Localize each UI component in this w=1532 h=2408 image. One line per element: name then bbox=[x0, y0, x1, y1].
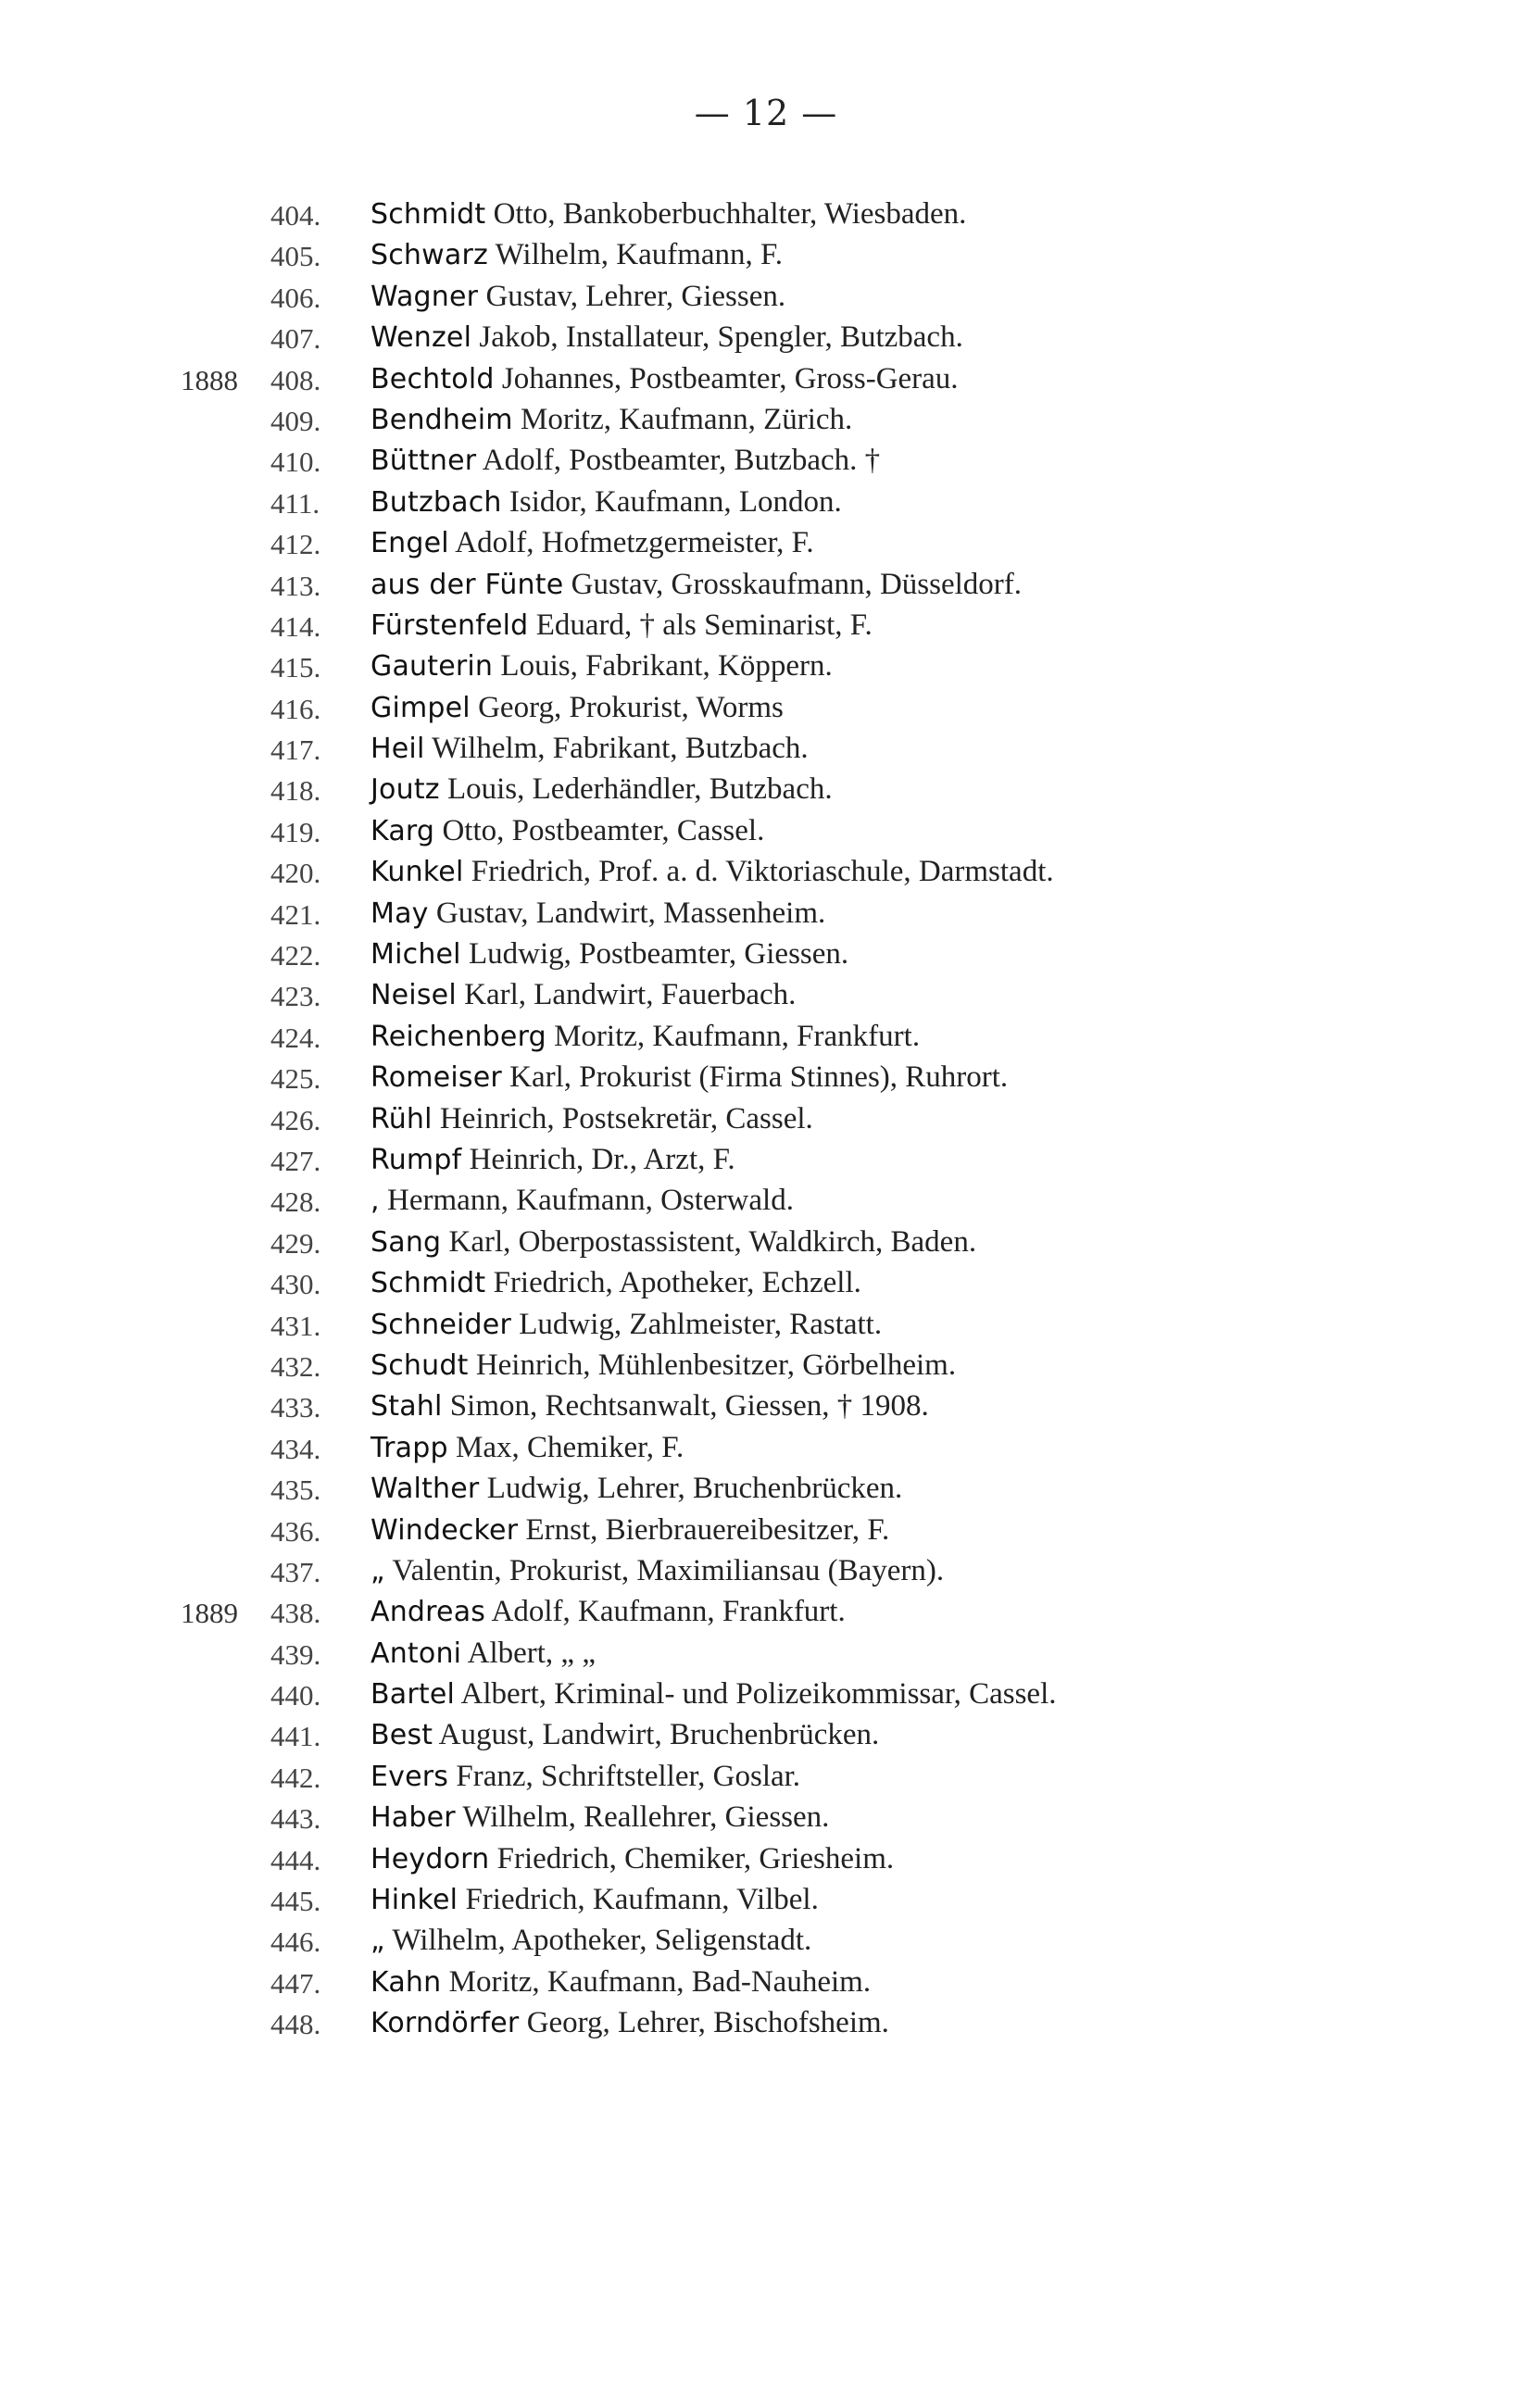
entry-surname: Romeiser bbox=[370, 1061, 502, 1095]
list-item bbox=[0, 320, 1532, 361]
entry-surname: Haber bbox=[370, 1801, 456, 1835]
entry-number: 445. bbox=[270, 1885, 321, 1918]
entry-details: Karl, Prokurist (Firma Stinnes), Ruhrort. bbox=[501, 1060, 1009, 1095]
entry-text bbox=[370, 1225, 976, 1260]
entry-number: 422. bbox=[270, 939, 321, 972]
entry-surname: Trapp bbox=[370, 1431, 448, 1464]
entry-details: Franz, Schriftsteller, Goslar. bbox=[448, 1759, 801, 1793]
list-item bbox=[0, 362, 1532, 403]
entry-details: Wilhelm, Reallehrer, Giessen. bbox=[455, 1800, 830, 1835]
list-item bbox=[0, 444, 1532, 484]
entry-text bbox=[370, 320, 963, 355]
entry-number: 443. bbox=[270, 1802, 321, 1836]
entry-number: 442. bbox=[270, 1761, 321, 1794]
entry-number: 408. bbox=[270, 363, 321, 396]
list-item bbox=[0, 1965, 1532, 2006]
entry-text bbox=[370, 444, 880, 478]
entry-text bbox=[370, 1883, 819, 1917]
entry-number: 419. bbox=[270, 815, 321, 848]
list-item bbox=[0, 1184, 1532, 1224]
list-item bbox=[0, 1389, 1532, 1430]
entry-surname: Fürstenfeld bbox=[370, 608, 529, 642]
entry-number: 414. bbox=[270, 609, 321, 643]
entry-details: Ludwig, Zahlmeister, Rastatt. bbox=[511, 1307, 883, 1341]
list-item bbox=[0, 238, 1532, 279]
entry-details: Max, Chemiker, F. bbox=[447, 1430, 684, 1464]
list-item bbox=[0, 1308, 1532, 1348]
entry-surname: Evers bbox=[370, 1760, 449, 1793]
entry-surname: Gauterin bbox=[370, 650, 494, 684]
entry-number: 407. bbox=[270, 322, 321, 356]
entry-surname: Reichenberg bbox=[370, 1020, 546, 1053]
entry-surname: Butzbach bbox=[370, 485, 502, 519]
entry-text bbox=[370, 1677, 1057, 1712]
entry-details: Heinrich, Postsekretär, Cassel. bbox=[432, 1101, 813, 1135]
entry-details: Gustav, Grosskaufmann, Düsseldorf. bbox=[563, 567, 1023, 601]
entry-text bbox=[370, 1842, 894, 1876]
entry-text bbox=[370, 1060, 1008, 1095]
entry-number: 446. bbox=[270, 1925, 321, 1959]
entry-surname: Sang bbox=[370, 1225, 442, 1259]
entry-number: 444. bbox=[270, 1843, 321, 1876]
entry-surname: Michel bbox=[370, 938, 461, 972]
entry-number: 411. bbox=[270, 486, 320, 520]
list-item bbox=[0, 608, 1532, 649]
entry-details: Louis, Lederhändler, Butzbach. bbox=[439, 772, 833, 807]
list-item bbox=[0, 1800, 1532, 1841]
list-item bbox=[0, 772, 1532, 813]
entry-details: Adolf, Kaufmann, Frankfurt. bbox=[485, 1595, 846, 1629]
entry-surname: Schudt bbox=[370, 1348, 469, 1382]
entry-details: Friedrich, Kaufmann, Vilbel. bbox=[458, 1883, 819, 1917]
entry-text bbox=[370, 1184, 794, 1218]
entry-surname: Walther bbox=[370, 1473, 480, 1506]
list-item bbox=[0, 568, 1532, 608]
list-item bbox=[0, 2006, 1532, 2047]
entry-text bbox=[370, 1020, 920, 1054]
list-item bbox=[0, 1677, 1532, 1718]
list-item bbox=[0, 1020, 1532, 1060]
list-item bbox=[0, 1431, 1532, 1472]
entry-details: Hermann, Kaufmann, Osterwald. bbox=[379, 1184, 794, 1218]
entry-text bbox=[370, 485, 842, 520]
entry-number: 409. bbox=[270, 404, 321, 437]
entry-details: Otto, Postbeamter, Cassel. bbox=[434, 813, 765, 847]
entry-text bbox=[370, 649, 833, 684]
list-item bbox=[0, 814, 1532, 855]
entry-text bbox=[370, 2006, 889, 2040]
entry-number: 418. bbox=[270, 774, 321, 808]
list-item bbox=[0, 855, 1532, 896]
entry-year: 1888 bbox=[181, 363, 238, 396]
entry-surname: Schwarz bbox=[370, 239, 488, 272]
list-item bbox=[0, 1143, 1532, 1184]
entry-surname: Neisel bbox=[370, 979, 457, 1012]
entry-text bbox=[370, 1348, 956, 1383]
entry-surname: Wagner bbox=[370, 280, 479, 313]
list-item bbox=[0, 1225, 1532, 1266]
entry-text bbox=[370, 1513, 889, 1548]
entry-surname: Schmidt bbox=[370, 1267, 486, 1300]
entry-text bbox=[370, 814, 764, 848]
entry-surname: Karg bbox=[370, 814, 435, 847]
entry-details: August, Landwirt, Bruchenbrücken. bbox=[433, 1718, 880, 1752]
entry-details: Ernst, Bierbrauereibesitzer, F. bbox=[518, 1512, 890, 1547]
entry-number: 430. bbox=[270, 1268, 321, 1301]
entry-surname: Bechtold bbox=[370, 362, 495, 395]
entry-details: Adolf, Postbeamter, Butzbach. † bbox=[476, 444, 881, 478]
entry-details: Louis, Fabrikant, Köppern. bbox=[493, 649, 833, 684]
list-item bbox=[0, 937, 1532, 978]
entry-number: 417. bbox=[270, 734, 321, 767]
entry-details: Friedrich, Chemiker, Griesheim. bbox=[489, 1841, 895, 1875]
entry-number: 412. bbox=[270, 528, 321, 561]
entry-details: Jakob, Installateur, Spengler, Butzbach. bbox=[471, 320, 963, 355]
entry-text bbox=[370, 1760, 800, 1794]
entry-surname: Antoni bbox=[370, 1637, 462, 1670]
entry-text bbox=[370, 1800, 829, 1835]
entry-text bbox=[370, 280, 785, 314]
page-number: — 12 — bbox=[694, 93, 838, 133]
list-item bbox=[0, 197, 1532, 238]
entry-number: 427. bbox=[270, 1144, 321, 1177]
entry-surname: , bbox=[370, 1185, 380, 1218]
list-item bbox=[0, 1060, 1532, 1101]
entry-text bbox=[370, 691, 784, 725]
entry-number: 434. bbox=[270, 1432, 321, 1465]
entry-number: 404. bbox=[270, 199, 321, 232]
entry-number: 410. bbox=[270, 445, 321, 479]
entry-text bbox=[370, 1595, 846, 1629]
entry-number: 431. bbox=[270, 1309, 321, 1342]
entry-number: 424. bbox=[270, 1021, 321, 1054]
entry-surname: Rühl bbox=[370, 1102, 433, 1135]
list-item bbox=[0, 1472, 1532, 1512]
entry-details: Simon, Rechtsanwalt, Giessen, † 1908. bbox=[442, 1389, 929, 1423]
entry-number: 416. bbox=[270, 692, 321, 725]
entry-details: Friedrich, Prof. a. d. Viktoriaschule, Darmstadt. bbox=[463, 855, 1054, 889]
entry-surname: Windecker bbox=[370, 1513, 519, 1547]
entry-details: Heinrich, Dr., Arzt, F. bbox=[461, 1142, 735, 1176]
entry-surname: Kunkel bbox=[370, 856, 464, 889]
entry-text bbox=[370, 897, 825, 931]
entry-surname: Bartel bbox=[370, 1678, 456, 1712]
entry-surname: Rumpf bbox=[370, 1143, 462, 1176]
entry-text bbox=[370, 238, 783, 272]
entry-details: Gustav, Landwirt, Massenheim. bbox=[428, 896, 826, 930]
entry-number: 435. bbox=[270, 1474, 321, 1507]
entry-text bbox=[370, 608, 873, 643]
entry-details: Wilhelm, Kaufmann, F. bbox=[487, 238, 783, 272]
entry-details: Eduard, † als Seminarist, F. bbox=[528, 608, 873, 642]
entry-surname: Stahl bbox=[370, 1390, 443, 1423]
entry-text bbox=[370, 1637, 596, 1671]
list-item bbox=[0, 649, 1532, 690]
entry-details: Isidor, Kaufmann, London. bbox=[501, 484, 842, 519]
entry-surname: Best bbox=[370, 1719, 433, 1752]
entry-details: Valentin, Prokurist, Maximiliansau (Bayern). bbox=[384, 1553, 945, 1587]
entry-surname: May bbox=[370, 897, 429, 930]
entry-text bbox=[370, 1965, 871, 2000]
entry-text bbox=[370, 772, 833, 807]
entry-number: 436. bbox=[270, 1514, 321, 1548]
list-item bbox=[0, 1760, 1532, 1800]
entry-text bbox=[370, 937, 848, 972]
entry-details: Otto, Bankoberbuchhalter, Wiesbaden. bbox=[485, 197, 967, 231]
entry-details: Moritz, Kaufmann, Frankfurt. bbox=[546, 1019, 921, 1053]
entry-text bbox=[370, 362, 959, 396]
entry-text bbox=[370, 1924, 811, 1958]
entry-text bbox=[370, 1143, 735, 1177]
list-item bbox=[0, 485, 1532, 526]
entry-text bbox=[370, 978, 796, 1012]
entry-details: Albert, „ „ bbox=[461, 1636, 596, 1670]
entry-text bbox=[370, 403, 852, 437]
entry-text bbox=[370, 732, 809, 766]
list-item bbox=[0, 1718, 1532, 1759]
entry-text bbox=[370, 1308, 882, 1342]
entry-surname: Wenzel bbox=[370, 321, 472, 355]
entry-number: 413. bbox=[270, 569, 321, 602]
entry-surname: Andreas bbox=[370, 1596, 486, 1629]
entry-surname: Korndörfer bbox=[370, 2007, 520, 2040]
entry-number: 439. bbox=[270, 1637, 321, 1671]
entry-text bbox=[370, 1266, 861, 1300]
entry-surname: Schmidt bbox=[370, 198, 486, 231]
list-item bbox=[0, 1637, 1532, 1677]
list-item bbox=[0, 1348, 1532, 1389]
entry-number: 437. bbox=[270, 1555, 321, 1588]
entry-text bbox=[370, 568, 1022, 602]
entry-surname: Joutz bbox=[370, 773, 440, 807]
entry-number: 441. bbox=[270, 1720, 321, 1753]
entry-number: 421. bbox=[270, 897, 321, 931]
list-item bbox=[0, 526, 1532, 567]
entry-text bbox=[370, 855, 1054, 889]
entry-number: 425. bbox=[270, 1062, 321, 1096]
list-item bbox=[0, 897, 1532, 937]
entry-details: Ludwig, Postbeamter, Giessen. bbox=[460, 937, 849, 972]
entry-details: Wilhelm, Apotheker, Seligenstadt. bbox=[384, 1924, 812, 1958]
list-item bbox=[0, 1842, 1532, 1883]
list-item bbox=[0, 1924, 1532, 1964]
entry-text bbox=[370, 197, 966, 232]
entry-number: 448. bbox=[270, 2008, 321, 2041]
entry-details: Heinrich, Mühlenbesitzer, Görbelheim. bbox=[468, 1348, 957, 1382]
entry-surname: Kahn bbox=[370, 1965, 442, 1999]
entry-number: 438. bbox=[270, 1597, 321, 1630]
list-item bbox=[0, 1266, 1532, 1307]
entry-surname: Heydorn bbox=[370, 1842, 490, 1875]
entry-surname: Hinkel bbox=[370, 1884, 458, 1917]
entry-surname: Bendheim bbox=[370, 403, 513, 436]
entry-text bbox=[370, 1389, 929, 1423]
entry-details: Wilhelm, Fabrikant, Butzbach. bbox=[424, 732, 809, 766]
entry-number: 415. bbox=[270, 651, 321, 684]
entry-surname: Schneider bbox=[370, 1308, 511, 1341]
entry-number: 429. bbox=[270, 1226, 321, 1260]
entry-number: 433. bbox=[270, 1391, 321, 1424]
entry-surname: Gimpel bbox=[370, 691, 471, 724]
entry-details: Karl, Oberpostassistent, Waldkirch, Baden. bbox=[441, 1224, 977, 1259]
entry-details: Albert, Kriminal- und Polizeikommissar, Cassel. bbox=[455, 1677, 1057, 1712]
entry-number: 405. bbox=[270, 240, 321, 273]
entry-surname: Engel bbox=[370, 527, 449, 560]
list-item bbox=[0, 1513, 1532, 1554]
entry-number: 428. bbox=[270, 1185, 321, 1219]
list-item bbox=[0, 1102, 1532, 1143]
entry-details: Georg, Lehrer, Bischofsheim. bbox=[519, 2006, 889, 2040]
list-item bbox=[0, 978, 1532, 1019]
entry-details: Moritz, Kaufmann, Bad-Nauheim. bbox=[441, 1964, 872, 1999]
list-item bbox=[0, 1595, 1532, 1636]
entry-details: Georg, Prokurist, Worms bbox=[470, 690, 784, 724]
entry-text bbox=[370, 1102, 813, 1136]
entry-year: 1889 bbox=[181, 1597, 238, 1630]
entry-surname: aus der Fünte bbox=[370, 568, 564, 601]
entry-details: Ludwig, Lehrer, Bruchenbrücken. bbox=[479, 1472, 903, 1506]
entry-surname: „ bbox=[370, 1554, 385, 1587]
list-item bbox=[0, 1883, 1532, 1924]
list-item bbox=[0, 1554, 1532, 1595]
entry-details: Gustav, Lehrer, Giessen. bbox=[478, 279, 786, 313]
entry-details: Johannes, Postbeamter, Gross-Gerau. bbox=[494, 361, 959, 395]
member-list bbox=[0, 197, 1532, 2048]
entry-number: 447. bbox=[270, 1966, 321, 2000]
entry-number: 423. bbox=[270, 980, 321, 1013]
entry-number: 440. bbox=[270, 1679, 321, 1712]
entry-text bbox=[370, 1431, 684, 1465]
list-item bbox=[0, 732, 1532, 772]
entry-number: 406. bbox=[270, 281, 321, 314]
entry-text bbox=[370, 526, 814, 560]
list-item bbox=[0, 403, 1532, 444]
entry-surname: Büttner bbox=[370, 445, 477, 478]
entry-number: 420. bbox=[270, 857, 321, 890]
entry-details: Adolf, Hofmetzgermeister, F. bbox=[448, 526, 814, 560]
entry-text bbox=[370, 1718, 879, 1752]
entry-details: Friedrich, Apotheker, Echzell. bbox=[485, 1266, 861, 1300]
entry-details: Karl, Landwirt, Fauerbach. bbox=[456, 978, 797, 1012]
entry-text bbox=[370, 1472, 902, 1506]
entry-details: Moritz, Kaufmann, Zürich. bbox=[512, 402, 853, 436]
entry-surname: „ bbox=[370, 1925, 385, 1958]
entry-surname: Heil bbox=[370, 733, 425, 766]
entry-text bbox=[370, 1554, 944, 1588]
entry-number: 432. bbox=[270, 1349, 321, 1383]
list-item bbox=[0, 280, 1532, 320]
entry-number: 426. bbox=[270, 1103, 321, 1136]
list-item bbox=[0, 691, 1532, 732]
